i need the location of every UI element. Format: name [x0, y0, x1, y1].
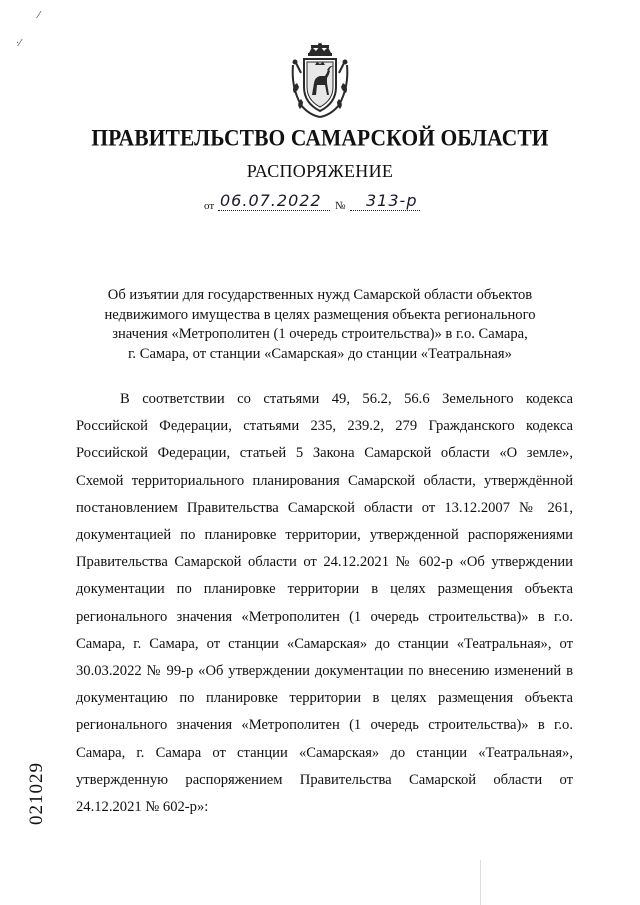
subject-line: Об изъятии для государственных нужд Самарской области объектов — [107, 287, 533, 303]
subject-line: г. Самара, от станции «Самарская» до станции «Театральная» — [128, 345, 512, 362]
date-underline — [218, 210, 330, 211]
date-prefix: от — [204, 200, 215, 212]
scan-speck-mark: ·⁄ — [16, 38, 21, 49]
scan-speck-mark: ⁄ — [38, 10, 40, 21]
registration-line — [204, 193, 444, 215]
coat-of-arms-emblem — [287, 43, 353, 119]
handwritten-date: 06.07.2022 — [220, 191, 322, 210]
subject-line: значения «Метрополитен (1 очередь строительства)» в г.о. Самара, — [112, 326, 528, 343]
scan-artifact-line — [480, 860, 481, 905]
samara-coat-of-arms-icon — [287, 43, 353, 119]
number-underline — [350, 210, 420, 211]
body-paragraph: В соответствии со статьями 49, 56.2, 56.6 Земельного кодекса Российской Федерации, статьями 235, 239.2, 279 Гражданского кодекса Российской Федерации, статьей 5 Закона Самарской области «О земле», Схемой территориального планирования Самарской области, утверждённой постановлением Правительства Самарской области от 13.12.2007 № 261, документацией по планировке территории, утвержденной распоряжениями Правительства Самарской области от 24.12.2021 № 602-р «Об утверждении документации по планировке территории в целях размещения объекта регионального значения «Метрополитен (1 очередь строительства)» в г.о. Самара, г. Самара, от станции «Самарская» до станции «Театральная», от 30.03.2022 № 99-р «Об утверждении документации по внесению изменений в документацию по планировке территории в целях размещения объекта регионального значения «Метрополитен (1 очередь строительства)» в г.о. Самара, г. Самара от станции «Самарская» до станции «Театральная», утвержденную распоряжением Правительства Самарской области от 24.12.2021 № 602-р»: — [76, 391, 573, 816]
number-prefix: № — [335, 200, 346, 212]
subject-line: недвижимого имущества в целях размещения объекта регионального — [104, 306, 536, 323]
document-type: РАСПОРЯЖЕНИЕ — [246, 161, 394, 181]
government-title: ПРАВИТЕЛЬСТВО САМАРСКОЙ ОБЛАСТИ — [91, 125, 549, 151]
handwritten-number: 313-р — [366, 191, 418, 210]
side-serial-number: 021029 — [26, 762, 47, 825]
document-subject — [60, 286, 580, 364]
